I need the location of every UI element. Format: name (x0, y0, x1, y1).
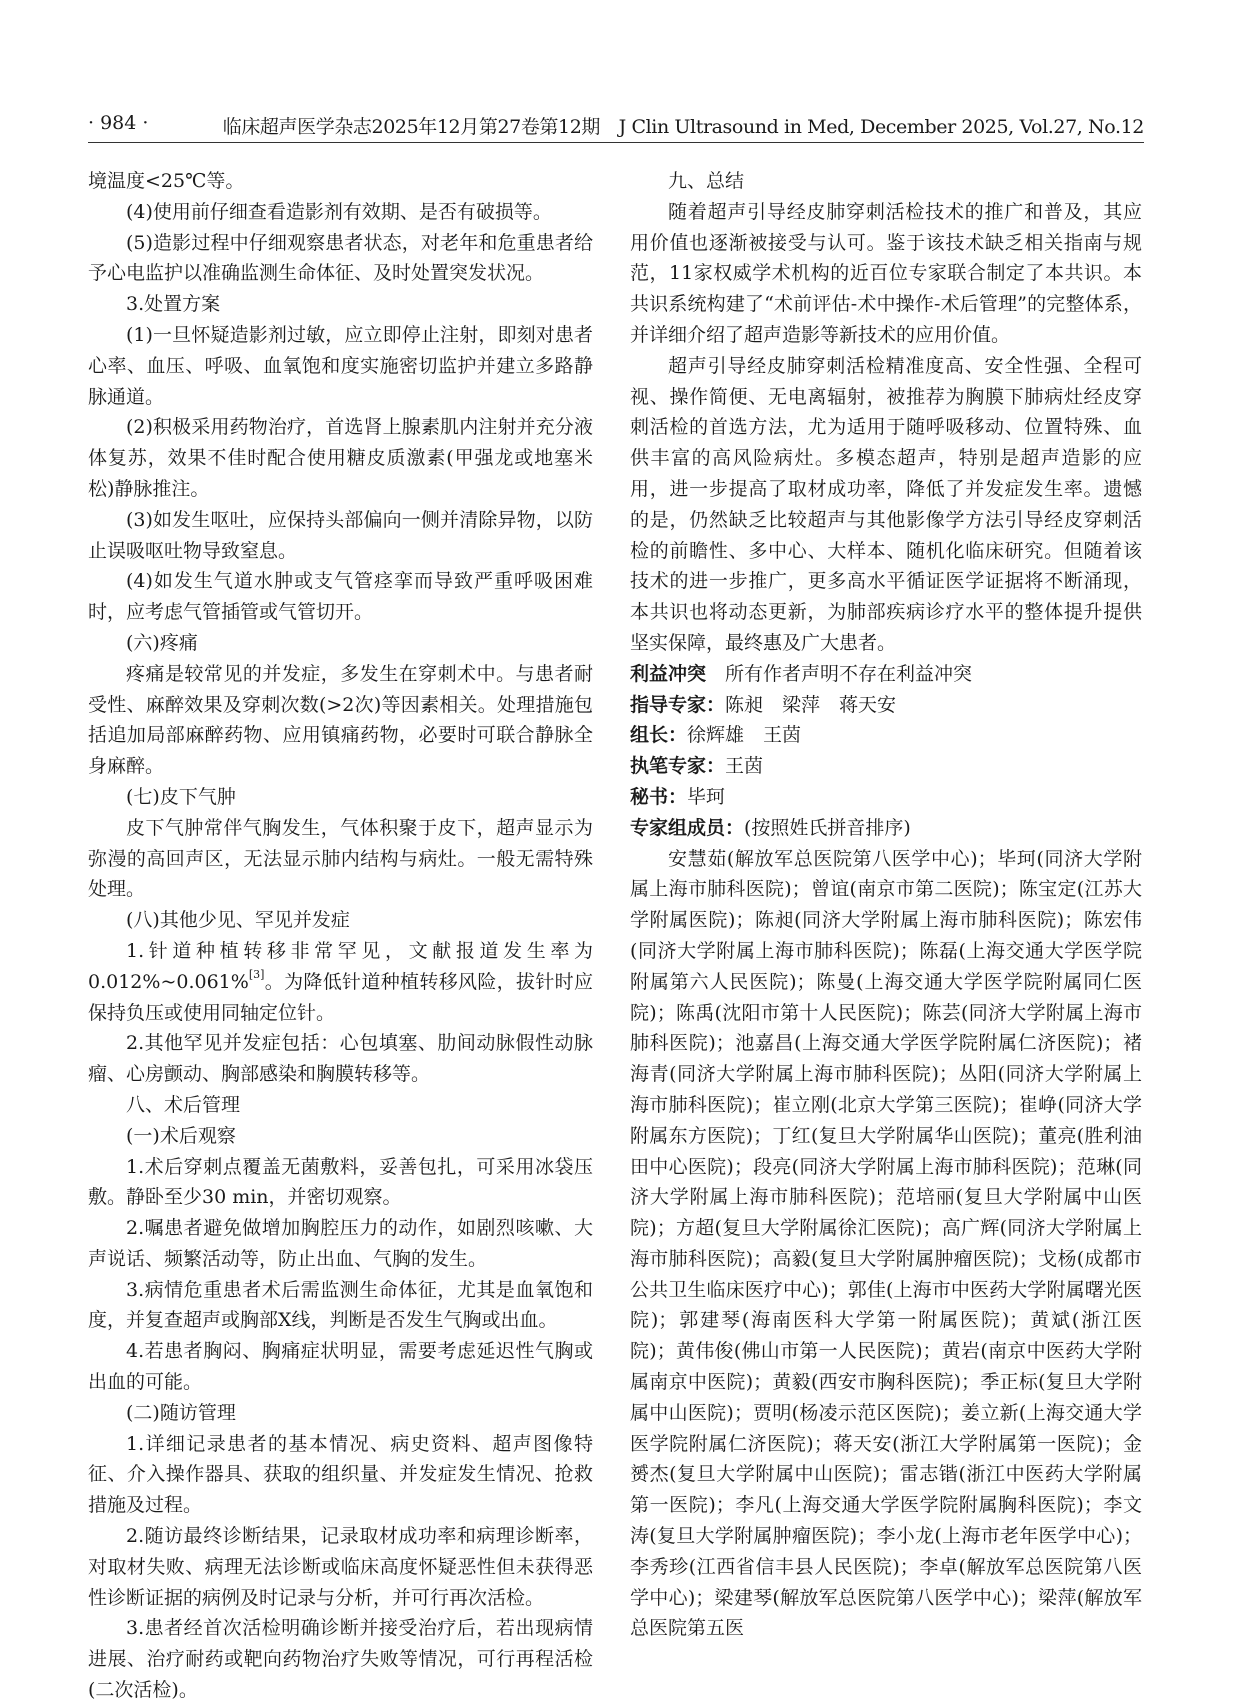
paragraph-text: 1.详细记录患者的基本情况、病史资料、超声图像特征、介入操作器具、获取的组织量、并发症发生情况、抢救措施及过程。 (88, 1432, 593, 1517)
paragraph-text: 徐辉雄 王茵 (687, 724, 802, 747)
paragraph-text: 1.术后穿刺点覆盖无菌敷料，妥善包扎，可采用冰袋压敷。静卧至少30 min，并密切观察。 (88, 1155, 593, 1209)
paragraph (88, 1152, 593, 1214)
paragraph-text: 九、总结 (668, 170, 745, 192)
paragraph (88, 813, 593, 905)
paragraph (88, 505, 593, 567)
paragraph (88, 659, 593, 782)
paragraph (630, 782, 1142, 813)
paragraph (630, 197, 1142, 351)
paragraph (630, 720, 1142, 751)
paragraph-label: 指导专家： (630, 693, 726, 716)
paragraph (88, 197, 593, 228)
paragraph-text: (1)一旦怀疑造影剂过敏，应立即停止注射，即刻对患者心率、血压、呼吸、血氧饱和度实施密切监护并建立多路静脉通道。 (88, 323, 593, 408)
paragraph (88, 320, 593, 412)
paragraph-text: 2.嘱患者避免做增加胸腔压力的动作，如剧烈咳嗽、大声说话、频繁活动等，防止出血、气胸的发生。 (88, 1217, 593, 1270)
paragraph-label: 专家组成员： (630, 816, 745, 839)
paragraph-text: 3.处置方案 (126, 293, 221, 316)
right-column (630, 166, 1142, 1644)
paragraph (88, 1521, 593, 1613)
paragraph (88, 628, 593, 659)
paragraph-text: 2.随访最终诊断结果，记录取材成功率和病理诊断率，对取材失败、病理无法诊断或临床高度怀疑恶性但未获得恶性诊断证据的病例及时记录与分析，并可行再次活检。 (88, 1525, 593, 1609)
paragraph-text: 4.若患者胸闷、胸痛症状明显，需要考虑延迟性气胸或出血的可能。 (88, 1340, 593, 1394)
paragraph-text: 境温度<25℃等。 (88, 170, 245, 192)
paragraph-text: (二)随访管理 (126, 1401, 236, 1424)
paragraph (88, 289, 593, 320)
paragraph-text: (七)皮下气肿 (126, 785, 236, 808)
paragraph-text: 随着超声引导经皮肺穿刺活检技术的推广和普及，其应用价值也逐渐被接受与认可。鉴于该技术缺乏相关指南与规范，11家权威学术机构的近百位专家联合制定了本共识。本共识系统构建了“术前评估-术中操作-术后管理”的完整体系，并详细介绍了超声造影等新技术的应用价值。 (630, 200, 1142, 346)
paragraph-text-continued: 。为降低针道种植转移风险，拔针时应保持负压或使用同轴定位针。 (88, 970, 593, 1024)
paragraph-text: 王茵 (725, 755, 764, 778)
paragraph-text: 毕珂 (687, 785, 726, 808)
paragraph-text: (按照姓氏拼音排序) (744, 816, 911, 839)
paragraph-text: 安慧茹(解放军总医院第八医学中心)；毕珂(同济大学附属上海市肺科医院)；曾谊(南京市第二医院)；陈宝定(江苏大学附属医院)；陈昶(同济大学附属上海市肺科医院)；陈宏伟(同济大学附属上海市肺科医院)；陈磊(上海交通大学医学院附属第六人民医院)；陈曼(上海交通大学医学院附属同仁医院)；陈禹(沈阳市第十人民医院)；陈芸(同济大学附属上海市肺科医院)；池嘉昌(上海交通大学医学院附属仁济医院)；褚海青(同济大学附属上海市肺科医院)；丛阳(同济大学附属上海市肺科医院)；崔立刚(北京大学第三医院)；崔峥(同济大学附属东方医院)；丁红(复旦大学附属华山医院)；董亮(胜利油田中心医院)；段亮(同济大学附属上海市肺科医院)；范琳(同济大学附属上海市肺科医院)；范培丽(复旦大学附属中山医院)；方超(复旦大学附属徐汇医院)；高广辉(同济大学附属上海市肺科医院)；高毅(复旦大学附属肿瘤医院)；戈杨(成都市公共卫生临床医疗中心)；郭佳(上海市中医药大学附属曙光医院)；郭建琴(海南医科大学第一附属医院)；黄斌(浙江医院)；黄伟俊(佛山市第一人民医院)；黄岩(南京中医药大学附属南京中医院)；黄毅(西安市胸科医院)；季正标(复旦大学附属中山医院)；贾明(杨凌示范区医院)；姜立新(上海交通大学医学院附属仁济医院)；蒋天安(浙江大学附属第一医院)；金赟杰(复旦大学附属中山医院)；雷志锴(浙江中医药大学附属第一医院)；李凡(上海交通大学医学院附属胸科医院)；李文涛(复旦大学附属肿瘤医院)；李小龙(上海市老年医学中心)；李秀珍(江西省信丰县人民医院)；李卓(解放军总医院第八医学中心)；梁建琴(解放军总医院第八医学中心)；梁萍(解放军总医院第五医 (630, 847, 1142, 1640)
paragraph-label: 利益冲突 (630, 662, 707, 685)
paragraph (88, 1398, 593, 1429)
left-column (88, 166, 593, 1706)
paragraph-text: 八、术后管理 (126, 1093, 241, 1116)
paragraph-text: 超声引导经皮肺穿刺活检精准度高、安全性强、全程可视、操作简便、无电离辐射，被推荐为胸膜下肺病灶经皮穿刺活检的首选方法，尤为适用于随呼吸移动、位置特殊、血供丰富的高风险病灶。多模态超声，特别是超声造影的应用，进一步提高了取材成功率，降低了并发症发生率。遗憾的是，仍然缺乏比较超声与其他影像学方法引导经皮穿刺活检的前瞻性、多中心、大样本、随机化临床研究。但随着该技术的进一步推广，更多高水平循证医学证据将不断涌现，本共识也将动态更新，为肺部疾病诊疗水平的整体提升提供坚实保障，最终惠及广大患者。 (630, 354, 1142, 654)
paragraph-text: 皮下气肿常伴气胸发生，气体积聚于皮下，超声显示为弥漫的高回声区，无法显示肺内结构与病灶。一般无需特殊处理。 (88, 816, 593, 901)
paragraph (630, 659, 1142, 690)
paragraph (630, 351, 1142, 659)
paragraph (88, 1336, 593, 1398)
paragraph (88, 1613, 593, 1705)
paragraph (88, 905, 593, 936)
paragraph-text: 2.其他罕见并发症包括：心包填塞、肋间动脉假性动脉瘤、心房颤动、胸部感染和胸膜转移等。 (88, 1032, 593, 1086)
paragraph-label: 组长： (630, 724, 688, 747)
paragraph (88, 566, 593, 628)
paragraph-text: 3.病情危重患者术后需监测生命体征，尤其是血氧饱和度，并复查超声或胸部X线，判断是否发生气胸或出血。 (88, 1278, 593, 1332)
paragraph (630, 166, 1142, 197)
paragraph-text: (4)使用前仔细查看造影剂有效期、是否有破损等。 (126, 200, 552, 223)
paragraph (88, 1028, 593, 1090)
paragraph (630, 813, 1142, 844)
paragraph (88, 936, 593, 1028)
page-header (88, 112, 1144, 143)
citation-ref: [3] (248, 967, 265, 981)
paragraph-text: 陈昶 梁萍 蒋天安 (725, 693, 897, 716)
paragraph (630, 751, 1142, 782)
paragraph (88, 1121, 593, 1152)
paragraph (88, 1213, 593, 1275)
paragraph-text: 疼痛是较常见的并发症，多发生在穿刺术中。与患者耐受性、麻醉效果及穿刺次数(>2次)等因素相关。处理措施包括追加局部麻醉药物、应用镇痛药物，必要时可联合静脉全身麻醉。 (88, 662, 593, 778)
paragraph-text: (八)其他少见、罕见并发症 (126, 909, 350, 932)
paragraph-text: (5)造影过程中仔细观察患者状态，对老年和危重患者给予心电监护以准确监测生命体征、及时处置突发状况。 (88, 231, 593, 285)
paragraph (630, 690, 1142, 721)
paragraph-text: (2)积极采用药物治疗，首选肾上腺素肌内注射并充分液体复苏，效果不佳时配合使用糖皮质激素(甲强龙或地塞米松)静脉推注。 (88, 416, 593, 500)
page-number: · 984 · (88, 112, 149, 134)
paragraph (88, 166, 593, 197)
paragraph-text: (4)如发生气道水肿或支气管痉挛而导致严重呼吸困难时，应考虑气管插管或气管切开。 (88, 570, 593, 624)
paragraph-text: 3.患者经首次活检明确诊断并接受治疗后，若出现病情进展、治疗耐药或靶向药物治疗失败等情况，可行再程活检(二次活检)。 (88, 1617, 593, 1702)
paragraph (88, 1429, 593, 1521)
paragraph-text: (3)如发生呕吐，应保持头部偏向一侧并清除异物，以防止误吸呕吐物导致窒息。 (88, 508, 593, 562)
paragraph-text: 所有作者声明不存在利益冲突 (706, 662, 973, 685)
paragraph-label: 秘书： (630, 785, 688, 808)
paragraph (88, 782, 593, 813)
paragraph-text: (一)术后观察 (126, 1124, 236, 1147)
paragraph (88, 412, 593, 504)
paragraph (630, 844, 1142, 1645)
running-head: 临床超声医学杂志2025年12月第27卷第12期 J Clin Ultrasound in Med, December 2025, Vol.27, No.12 (222, 116, 1144, 138)
paragraph-text: 1.针道种植转移非常罕见，文献报道发生率为0.012%~0.061% (88, 939, 593, 993)
paragraph (88, 1090, 593, 1121)
paragraph (88, 228, 593, 290)
paragraph-label: 执笔专家： (630, 755, 726, 778)
paragraph-text: (六)疼痛 (126, 631, 198, 654)
paragraph (88, 1275, 593, 1337)
